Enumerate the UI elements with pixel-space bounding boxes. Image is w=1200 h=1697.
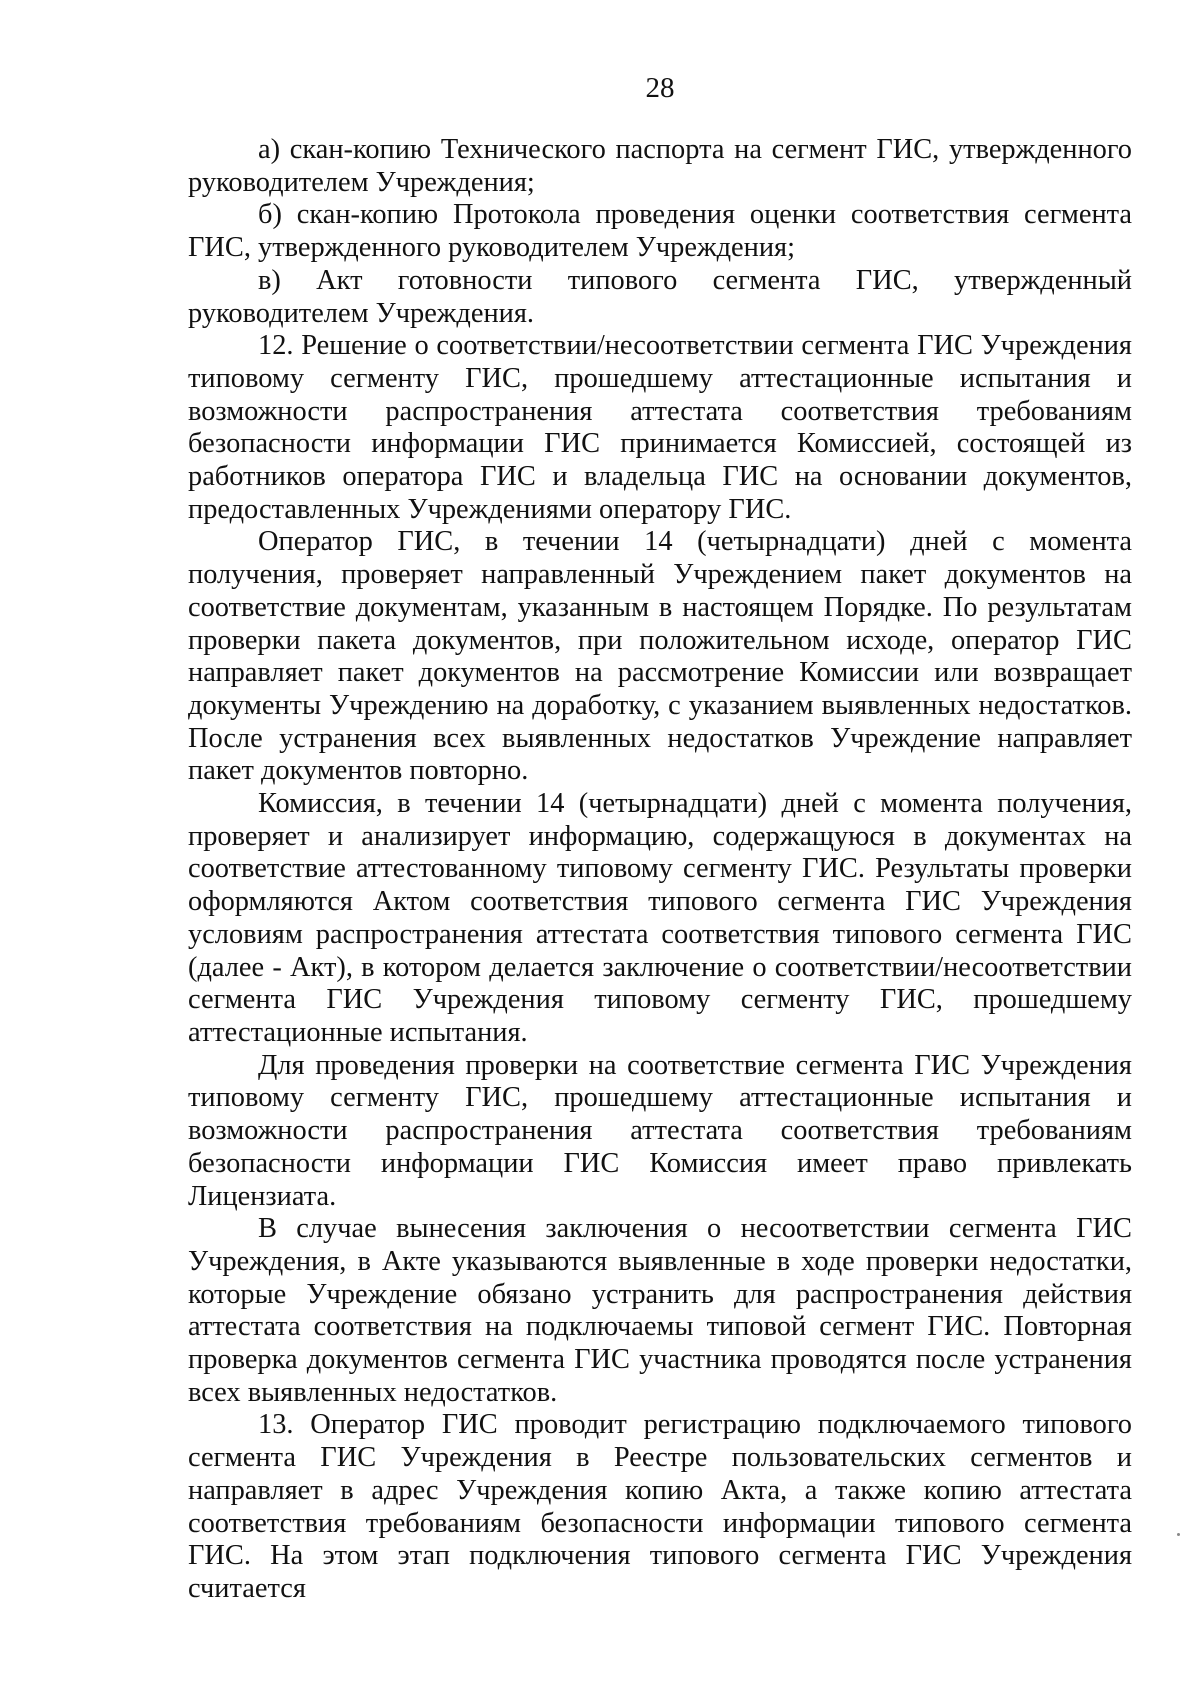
paragraph-clause-12: 12. Решение о соответствии/несоответствии сегмента ГИС Учреждения типовому сегменту ГИС, прошедшему аттестационные испытания и возможности распространения аттестата соответствия требованиям безопасности информации ГИС принимается Комиссией, состоящей из работников оператора ГИС и владельца ГИС на основании документов, предоставленных Учреждениями оператору ГИС. (188, 330, 1132, 525)
scan-speck (1177, 1533, 1180, 1536)
page-number: 28 (645, 72, 675, 104)
paragraph-commission-review: Комиссия, в течении 14 (четырнадцати) дней с момента получения, проверяет и анализирует информацию, содержащуюся в документах на соответствие аттестованному типовому сегменту ГИС. Результаты проверки оформляются Актом соответствия типового сегмента ГИС Учреждения условиям распространения аттестата соответствия типового сегмента ГИС (далее - Акт), в котором делается заключение о соответствии/несоответствии сегмента ГИС Учреждения типовому сегменту ГИС, прошедшему аттестационные испытания. (188, 788, 1132, 1048)
paragraph-operator-review: Оператор ГИС, в течении 14 (четырнадцати) дней с момента получения, проверяет направленный Учреждением пакет документов на соответствие документам, указанным в настоящем Порядке. По результатам проверки пакета документов, при положительном исходе, оператор ГИС направляет пакет документов на рассмотрение Комиссии или возвращает документы Учреждению на доработку, с указанием выявленных недостатков. После устранения всех выявленных недостатков Учреждение направляет пакет документов повторно. (188, 526, 1132, 787)
paragraph-item-v: в) Акт готовности типового сегмента ГИС, утвержденный руководителем Учреждения. (188, 264, 1132, 329)
paragraph-nonconformity: В случае вынесения заключения о несоответствии сегмента ГИС Учреждения, в Акте указываются выявленные в ходе проверки недостатки, которые Учреждение обязано устранить для распространения действия аттестата соответствия на подключаемы типовой сегмент ГИС. Повторная проверка документов сегмента ГИС участника проводятся после устранения всех выявленных недостатков. (188, 1213, 1132, 1408)
paragraph-licensee: Для проведения проверки на соответствие сегмента ГИС Учреждения типовому сегменту ГИС, прошедшему аттестационные испытания и возможности распространения аттестата соответствия требованиям безопасности информации ГИС Комиссия имеет право привлекать Лицензиата. (188, 1049, 1132, 1212)
document-body (188, 134, 1132, 1606)
paragraph-clause-13: 13. Оператор ГИС проводит регистрацию подключаемого типового сегмента ГИС Учреждения в Реестре пользовательских сегментов и направляет в адрес Учреждения копию Акта, а также копию аттестата соответствия требованиям безопасности информации типового сегмента ГИС. На этом этап подключения типового сегмента ГИС Учреждения считается (188, 1409, 1132, 1604)
paragraph-item-a: а) скан-копию Технического паспорта на сегмент ГИС, утвержденного руководителем Учреждения; (188, 134, 1132, 198)
paragraph-item-b: б) скан-копию Протокола проведения оценки соответствия сегмента ГИС, утвержденного руководителем Учреждения; (188, 199, 1132, 264)
